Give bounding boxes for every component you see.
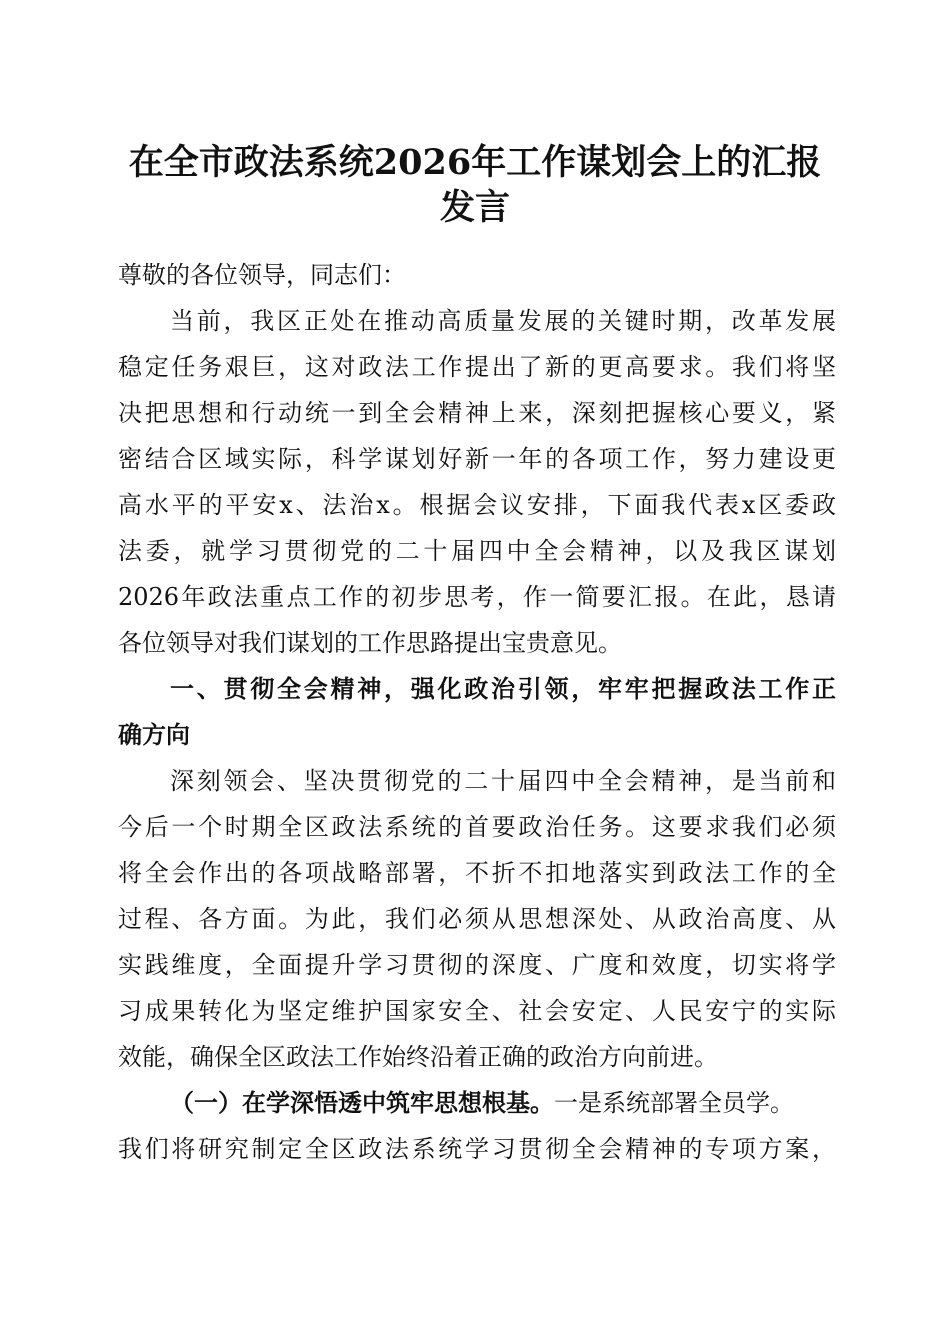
paragraph-intro: [118, 298, 836, 666]
text-line: 过程、各方面。为此，我们必须从思想深处、从政治高度、从: [118, 905, 836, 933]
title-line-2: 发言: [439, 187, 510, 228]
document-title: [100, 140, 850, 230]
text-line: 稳定任务艰巨，这对政法工作提出了新的更高要求。我们将坚: [118, 353, 836, 381]
subsection-lead-rest: 一是系统部署全员学。: [554, 1089, 794, 1117]
text-line: 效能，确保全区政法工作始终沿着正确的政治方向前进。: [118, 1043, 718, 1071]
document-body: [118, 252, 836, 1172]
heading-line: 一、贯彻全会精神，强化政治引领，牢牢把握政法工作正: [170, 674, 836, 703]
text-line: 习成果转化为坚定维护国家安全、社会安定、人民安宁的实际: [118, 997, 836, 1025]
heading-line: 确方向: [118, 720, 190, 749]
paragraph-subsection-1: [118, 1080, 836, 1172]
title-line-1: 在全市政法系统2026年工作谋划会上的汇报: [128, 142, 822, 183]
salutation: 尊敬的各位领导，同志们：: [118, 261, 406, 289]
text-line: 实践维度，全面提升学习贯彻的深度、广度和效度，切实将学: [118, 951, 836, 979]
text-line: 2026年政法重点工作的初步思考，作一简要汇报。在此，恳请: [118, 583, 836, 611]
text-line: 密结合区域实际，科学谋划好新一年的各项工作，努力建设更: [118, 445, 836, 473]
text-line: 将全会作出的各项战略部署，不折不扣地落实到政法工作的全: [118, 859, 836, 887]
paragraph-section-1: [118, 758, 836, 1080]
text-line: [118, 1080, 836, 1126]
text-line: 各位领导对我们谋划的工作思路提出宝贵意见。: [118, 629, 622, 657]
section-heading-1: [118, 666, 836, 758]
text-line: 决把思想和行动统一到全会精神上来，深刻把握核心要义，紧: [118, 399, 836, 427]
text-line: 今后一个时期全区政法系统的首要政治任务。这要求我们必须: [118, 813, 836, 841]
text-line: 当前，我区正处在推动高质量发展的关键时期，改革发展: [170, 307, 836, 335]
text-line: 法委，就学习贯彻党的二十届四中全会精神，以及我区谋划: [118, 537, 836, 565]
subsection-lead: （一）在学深悟透中筑牢思想根基。: [170, 1088, 554, 1117]
text-line: 我们将研究制定全区政法系统学习贯彻全会精神的专项方案，: [118, 1135, 836, 1163]
text-line: 高水平的平安x、法治x。根据会议安排，下面我代表x区委政: [118, 491, 836, 519]
text-line: 深刻领会、坚决贯彻党的二十届四中全会精神，是当前和: [170, 767, 836, 795]
